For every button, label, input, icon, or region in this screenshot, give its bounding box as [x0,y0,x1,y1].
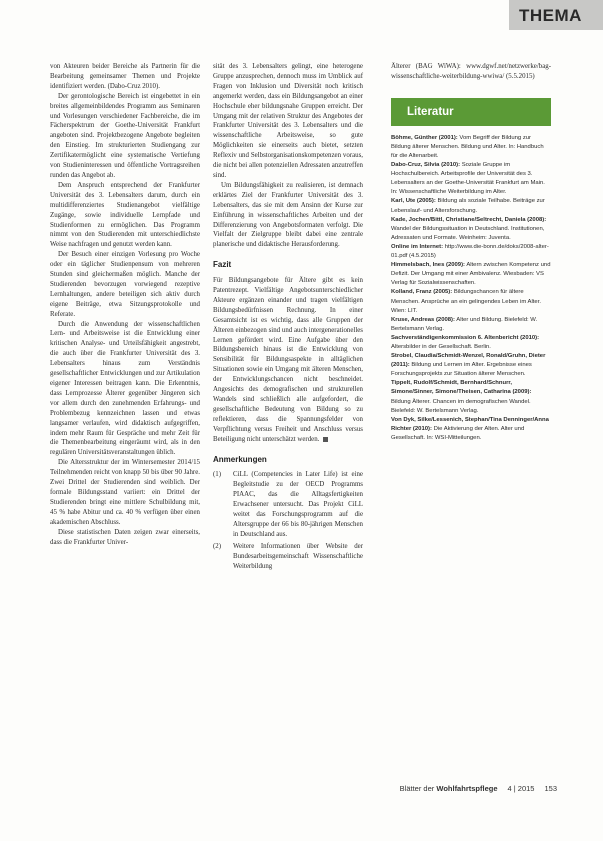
literature-entry [391,243,551,261]
literature-entry [391,352,551,379]
note-number: (2) [213,542,222,550]
literature-entry [391,197,551,215]
body-paragraph: Durch die Anwendung der wissenschaftlichen Lern- und Arbeitsweise ist die Entwicklung einer kritischen Analyse- und Urteilsfähigkeit angestrebt, die auch über die Frankfurter Universität des 3. Lebensalters hinaus zum Verständnis gesellschaftlicher Entwicklungen und zur Artikulation eigener Interessen beitragen kann. Die Erkenntnis, dass Lernprozesse Älterer gegenüber Jüngeren sich vor allem durch den zunehmenden Erfahrungs- und Problembezug kennzeichnen lassen und etwas langsamer verlaufen, wird didaktisch aufgegriffen, indem mehr Raum für Gespräche und mehr Zeit für die Themenbearbeitung eingeräumt wird, als in den regulären Universitätsveranstaltungen üblich. [50,320,200,457]
publication-title: Blätter der Wohlfahrtspflege [399,784,498,793]
literature-entry [391,416,551,443]
literature-author: Karl, Ute (2005): [391,198,436,205]
literature-entry [391,216,551,243]
literature-list [391,134,551,443]
body-paragraph: Die Altersstruktur der im Wintersemester 2014/15 Teilnehmenden reicht von knapp 50 bis über 90 Jahre. Zwei Drittel der Studierenden sind weiblich. Der formale Bildungsstand variiert: ein Drittel der Studierenden bringt eine mittlere Schulbildung mit, 45 % habe Abitur und ca. 40 % verfügen über einen akademischen Abschluss. [50,459,200,526]
literature-text: Bildung Älterer. Chancen im demografischen Wandel. Bielefeld: W. Bertelsmann Verlag. [391,398,531,414]
literature-text: Vom Begriff der Bildung zur Bildung älterer Menschen. Bildung und Alter. In: Handbuch für die Altenarbeit. [391,134,544,159]
literature-entry [391,134,551,161]
literature-author: Kade, Jochen/Bittl, Christiane/Seltrecht, Daniela (2008): [391,216,547,223]
literature-author: Von Dyk, Silke/Lessenich, Stephan/Tina Denninger/Anna Richter (2010): [391,416,549,432]
text-column-3 [391,62,551,443]
note-text: CiLL (Competencies in Later Life) ist eine Begleitstudie zu der OECD Programms PIAAC, das die Alltagsfertigkeiten Erwachsener untersucht. Das Projekt CiLL weitet das Forschungsprogramm auf die Altersgruppe der 66 bis 80-jährigen Menschen in Deutschland aus. [233,471,363,538]
literature-entry [391,161,551,197]
literature-text: Altern zwischen Kompetenz und Defizit. Der Umgang mit einer Ambivalenz. Wiesbaden: VS Verlag für Sozialwissenschaften. [391,262,551,287]
fazit-paragraph: Für Bildungsangebote für Ältere gibt es kein Patentrezept. Vielfältige Angebotsunterschiedlicher Akteure ergänzen einander und tragen vielfältigen Bildungsbedürfnissen Rechnung. In einer Gesamtsicht ist es wichtig, dass alle Gruppen der Älteren einbezogen sind und auch intergenerationelles Lernen gefördert wird. Eine Aufgabe über den Bildungsbereich hinaus ist die Entwicklung von Sensibilität für Bildungsaspekte in alltäglichen Situationen sowie ein Umgang mit älteren Menschen, der Entwicklungschancen nicht beschneidet. Angesichts des demografischen und strukturellen Wandels sind schließlich alle aufgefordert, die gesellschaftliche Bedeutung von Bildung so zu reflektieren, dass die Spannungsfelder von Verpflichtung versus Freiheit und Anschluss versus Beteiligung nicht unterschätzt werden. [213,277,363,443]
issue-number: 4 | 2015 [507,784,535,793]
notes-heading: Anmerkungen [213,454,267,464]
literature-text: Altersbilder in der Gesellschaft. Berlin. [391,343,491,350]
literature-text: Alter und Bildung. Bielefeld: W. Bertelsmann Verlag. [391,316,538,332]
body-paragraph: von Akteuren beider Bereiche als Partnerin für die Bearbeitung gemeinsamer Themen und Projekte identifiziert werden. (Dabo-Cruz 2010). [50,63,200,90]
literature-text: Bildung als soziale Teilhabe. Beiträge zur Lebenslauf- und Altersforschung. [391,198,545,214]
literature-author: Dabo-Cruz, Silvia (2010): [391,162,461,169]
literature-text: Wandel der Bildungssituation in Deutschland. Institutionen, Adressaten und Formate. Weinheim: Juventa. [391,225,545,241]
literature-text: Bildungschancen für ältere Menschen. Ansprüche an ein gelingendes Leben im Alter. Wien: LIT. [391,289,541,314]
page-number: 153 [544,784,557,793]
note-number: (1) [213,471,222,479]
literature-entry [391,316,551,334]
literature-author: Böhme, Günther (2001): [391,134,458,141]
literature-author: Strobel, Claudia/Schmidt-Wenzel, Ronald/Gruhn, Dieter (2011): [391,353,546,369]
body-paragraph: sität des 3. Lebensalters gelingt, eine heterogene Gruppe anzusprechen, dennoch muss im Umblick auf Fragen von Inklusion und Diversität noch kritisch angemerkt werden, dass ein Bildungsangebot an einer Hochschule eher bildungsnahe Gruppen erreicht. Der Umgang mit der relativen Struktur des Angebotes der Frankfurter Universität des 3. Lebensalters und die wissenschaftliche Arbeitsweise, so gute Möglichkeiten sie einerseits auch bietet, setzten Reflexiv und Selbstorganisationskompetenzen voraus, die nicht bei allen potenziellen Adressaten anzutreffen sind. [213,63,363,179]
text-column-2 [213,62,363,574]
section-tab: THEMA [509,0,603,30]
literature-entry [391,379,551,415]
end-of-article-mark [323,437,328,442]
literature-author: Kruse, Andreas (2008): [391,316,455,323]
literature-text: Die Aktivierung der Alten. Alter und Gesellschaft. In: WSI-Mitteilungen. [391,425,525,441]
literature-author: Himmelsbach, Ines (2009): [391,262,465,269]
literature-author: Online im Internet: [391,243,444,250]
literature-entry [391,261,551,288]
literature-author: Tippelt, Rudolf/Schmidt, Bernhard/Schnurr, Simone/Sinner, Simone/Theisen, Catharina (2009): [391,380,532,396]
note-item [213,470,363,539]
text-column-1 [50,62,200,547]
literature-text: http://www.die-bonn.de/doks/2008-alter-01.pdf (4.5.2015) [391,243,549,260]
body-paragraph: Der gerontologische Bereich ist eingebettet in ein breites allgemeinbildendes Programm aus Seminaren und Vorlesungen verschiedener Fachbereiche, die im Fächerspektrum der Goethe-Universität Frankfurt angeboten sind. Projektbezogene Angebote begleiten den Einstieg. Im strukturierten Studiengang zur Zertifikatermöglicht eine systematische Vertiefung von Studieninteressen und öffentliche Vortragsreihen runden das Angebot ab. [50,92,200,179]
fazit-heading: Fazit [213,260,232,270]
literature-text: Soziale Gruppe im Hochschulbereich. Arbeitsprofile der Universität des 3. Lebensalters an der Goethe-Universität Frankfurt am Main. In: Wissenschaftliche Weiterbildung im Alter. [391,162,545,196]
note-item [213,542,363,572]
body-paragraph: Dem Anspruch entsprechend der Frankfurter Universität des 3. Lebensalters darum, durch ein multidifferenziertes Studienangebot vielfältige Zugänge, sowie individuelle Lernpfade und Studienformen zu ermöglichen. Das Programm nimmt von den Studierenden mit unterschiedlichste Weise nachfragen und genutzt werden kann. [50,181,200,249]
literature-author: Sachverständigenkommission 6. Altenbericht (2010): [391,334,540,341]
body-paragraph: Der Besuch einer einzigen Vorlesung pro Woche oder ein täglicher Studienpensum von mehreren Stunden sind gleichermaßen möglich. Manche der Studierenden bevorzugen vorwiegend rezeptive Lernhaltungen, andere beteiligen sich aktiv durch eigene Beiträge, etwa Sitzungsprotokolle und Referate. [50,251,200,318]
body-paragraph: Diese statistischen Daten zeigen zwar einerseits, dass die Frankfurter Univer- [50,528,200,546]
note-text: Weitere Informationen über Website der Bundesarbeitsgemeinschaft Wissenschaftliche Weiterbildung [233,542,363,570]
page-footer [400,784,557,793]
literature-author: Kolland, Franz (2005): [391,289,453,296]
body-paragraph: Um Bildungsfähigkeit zu realisieren, ist demnach erklärtes Ziel der Frankfurter Universität des 3. Lebensalters, das sie mit dem Ansinn der Kurse zur Einführung in wissenschaftliches Arbeiten und der Differenzierung von Angebotsformaten verfolgt. Die Vielfalt der Zielgruppe bleibt dabei eine zentrale planerische und didaktische Herausforderung. [213,181,363,249]
literature-text: Bildung und Lernen im Alter. Ergebnisse eines Forschungsprojekts zur Situation älterer Menschen. [391,362,532,378]
bag-wiwa-reference: Älterer (BAG WiWA): www.dgwf.net/netzwerke/bag-wissenschaftliche-weiterbildung-wwiwa/ (5.5.2015) [391,63,551,80]
literature-entry [391,334,551,352]
literature-heading: Literatur [391,98,551,126]
literature-entry [391,288,551,315]
notes-list [213,470,363,571]
